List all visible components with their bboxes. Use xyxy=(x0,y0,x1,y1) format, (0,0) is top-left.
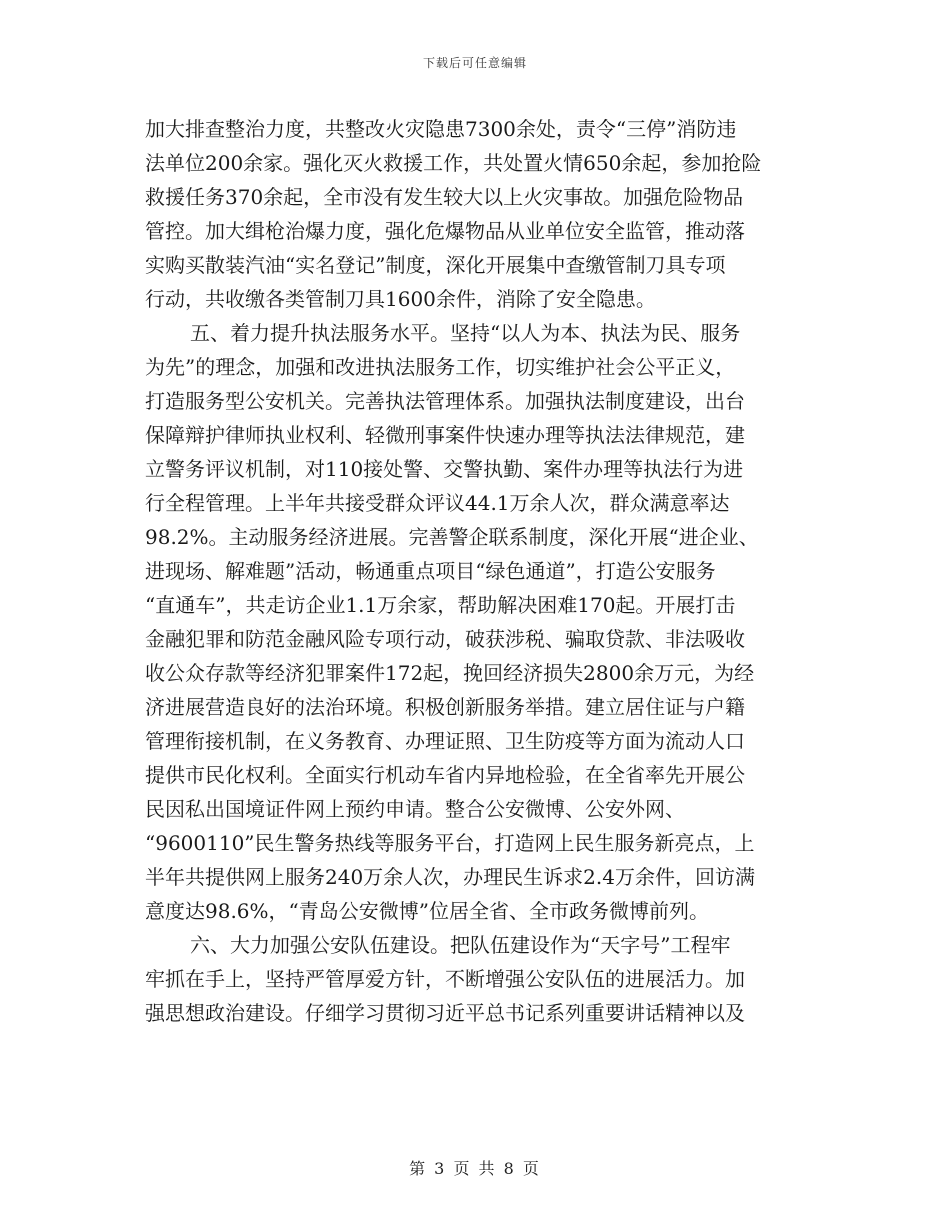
text-line: 立警务评议机制，对110接处警、交警执勤、案件办理等执法行为进 xyxy=(145,457,744,481)
text-line: 民因私出国境证件网上预约申请。整合公安微博、公安外网、 xyxy=(145,797,685,821)
text-line: 保障辩护律师执业权利、轻微刑事案件快速办理等执法法律规范，建 xyxy=(145,423,745,447)
page-header: 下载后可任意编辑 xyxy=(422,56,527,70)
text-line: 半年共提供网上服务240万余人次，办理民生诉求2.4万余件，回访满 xyxy=(145,865,755,889)
text-line: “9600110”民生警务热线等服务平台，打造网上民生服务新亮点，上 xyxy=(145,831,755,855)
text-line: “直通车”，共走访企业1.1万余家，帮助解决困难170起。开展打击 xyxy=(145,593,736,617)
text-line: 强思想政治建设。仔细学习贯彻习近平总书记系列重要讲话精神以及 xyxy=(145,1001,745,1025)
text-line: 牢抓在手上，坚持严管厚爱方针，不断增强公安队伍的进展活力。加 xyxy=(145,967,745,991)
text-line: 救援任务370余起，全市没有发生较大以上火灾事故。加强危险物品 xyxy=(145,185,744,209)
text-line: 提供市民化权利。全面实行机动车省内异地检验，在全省率先开展公 xyxy=(145,763,745,787)
text-line: 实购买散装汽油“实名登记”制度，深化开展集中查缴管制刀具专项 xyxy=(145,253,726,277)
text-line: 行动，共收缴各类管制刀具1600余件，消除了安全隐患。 xyxy=(145,287,656,311)
text-line: 打造服务型公安机关。完善执法管理体系。加强执法制度建设，出台 xyxy=(145,389,745,413)
page-number-footer: 第 3 页 共 8 页 xyxy=(409,1159,541,1178)
text-line: 98.2%。主动服务经济进展。完善警企联系制度，深化开展“进企业、 xyxy=(145,525,759,549)
text-line: 管控。加大缉枪治爆力度，强化危爆物品从业单位安全监管，推动落 xyxy=(145,219,745,243)
text-line: 意度达98.6%，“青岛公安微博”位居全省、全市政务微博前列。 xyxy=(145,899,709,923)
text-line: 进现场、解难题”活动，畅通重点项目“绿色通道”，打造公安服务 xyxy=(145,559,716,583)
text-line: 加大排查整治力度，共整改火灾隐患7300余处，责令“三停”消防违 xyxy=(145,117,737,141)
text-line: 管理衔接机制，在义务教育、办理证照、卫生防疫等方面为流动人口 xyxy=(145,729,745,753)
text-line: 行全程管理。上半年共接受群众评议44.1万余人次，群众满意率达 xyxy=(145,491,730,515)
section-five-heading-line: 五、着力提升执法服务水平。坚持“以人为本、执法为民、服务 xyxy=(190,321,741,345)
text-line: 金融犯罪和防范金融风险专项行动，破获涉税、骗取贷款、非法吸收 xyxy=(145,627,745,651)
text-line: 济进展营造良好的法治环境。积极创新服务举措。建立居住证与户籍 xyxy=(145,695,745,719)
text-line: 为先”的理念，加强和改进执法服务工作，切实维护社会公平正义， xyxy=(145,355,736,379)
text-line: 法单位200余家。强化灭火救援工作，共处置火情650余起，参加抢险 xyxy=(145,151,762,175)
text-line: 收公众存款等经济犯罪案件172起，挽回经济损失2800余万元，为经 xyxy=(145,661,755,685)
section-six-heading-line: 六、大力加强公安队伍建设。把队伍建设作为“天字号”工程牢 xyxy=(190,933,731,957)
body-text xyxy=(145,112,815,1030)
